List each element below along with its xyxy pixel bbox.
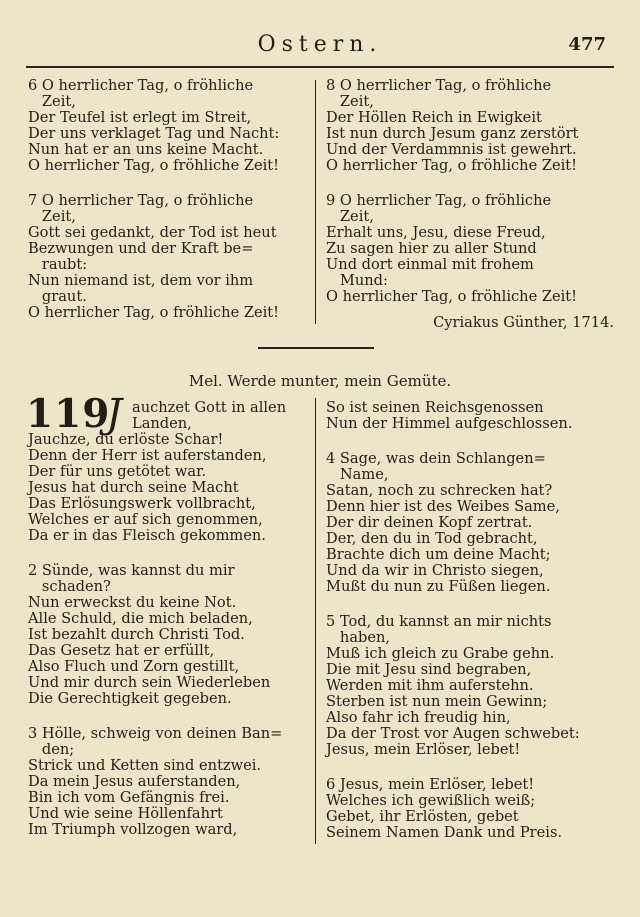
verse-line: Zeit, xyxy=(326,93,374,110)
verse-line: raubt: xyxy=(28,256,88,273)
verse-line: Mund: xyxy=(326,272,388,289)
section-separator xyxy=(258,347,374,349)
verse-line: O herrlicher Tag, o fröhliche Zeit! xyxy=(326,288,578,305)
author-credit: Cyriakus Günther, 1714. xyxy=(433,314,614,331)
stanza-gap xyxy=(28,174,279,193)
verse-line: Da der Trost vor Augen schwebet: xyxy=(326,725,580,742)
top-left-column xyxy=(28,78,279,321)
verse-line: 5 Tod, du kannst an mir nichts xyxy=(326,613,552,630)
verse-line: Gott sei gedankt, der Tod ist heut xyxy=(28,224,277,241)
page-header-title: Ostern. xyxy=(257,32,383,57)
verse-line: Und da wir in Christo siegen, xyxy=(326,562,544,579)
verse-line: Da mein Jesus auferstanden, xyxy=(28,773,241,790)
verse-line: Jesus hat durch seine Macht xyxy=(28,479,239,496)
column-divider-top xyxy=(315,80,316,324)
stanza-gap xyxy=(28,544,282,563)
stanza-gap xyxy=(326,432,580,451)
bottom-right-column xyxy=(326,400,580,841)
verse-line: Und mir durch sein Wiederleben xyxy=(28,674,271,691)
verse-line: Erhalt uns, Jesu, diese Freud, xyxy=(326,224,546,241)
verse-line: graut. xyxy=(28,288,87,305)
verse-line: Strick und Ketten sind entzwei. xyxy=(28,757,262,774)
verse-line: Der dir deinen Kopf zertrat. xyxy=(326,514,533,531)
verse-line: Ist bezahlt durch Christi Tod. xyxy=(28,626,245,643)
verse-line: auchzet Gott in allen xyxy=(132,399,287,416)
verse-line: Name, xyxy=(326,466,389,483)
verse-line: Seinem Namen Dank und Preis. xyxy=(326,824,563,841)
melody-line: Mel. Werde munter, mein Gemüte. xyxy=(188,372,452,390)
verse-line: Werden mit ihm auferstehn. xyxy=(326,677,534,694)
verse-line: Jauchze, du erlöste Schar! xyxy=(28,431,224,448)
verse-line: Und dort einmal mit frohem xyxy=(326,256,534,273)
page-number: 477 xyxy=(568,34,606,55)
stanza-gap xyxy=(326,174,578,193)
verse-line: Nun der Himmel aufgeschlossen. xyxy=(326,415,573,432)
verse-line: 2 Sünde, was kannst du mir xyxy=(28,562,235,579)
verse-line: Welches er auf sich genommen, xyxy=(28,511,263,528)
verse-line: Bin ich vom Gefängnis frei. xyxy=(28,789,230,806)
verse-line: Nun erweckst du keine Not. xyxy=(28,594,237,611)
verse-line: Zeit, xyxy=(326,208,374,225)
hymn-number: 119 xyxy=(26,391,111,437)
verse-line: Denn der Herr ist auferstanden, xyxy=(28,447,267,464)
verse-line: 7 O herrlicher Tag, o fröhliche xyxy=(28,192,254,209)
column-divider-bottom xyxy=(315,398,316,844)
verse-line: Denn hier ist des Weibes Same, xyxy=(326,498,560,515)
verse-line: O herrlicher Tag, o fröhliche Zeit! xyxy=(28,304,280,321)
verse-line: Nun hat er an uns keine Macht. xyxy=(28,141,264,158)
verse-line: Der uns verklaget Tag und Nacht: xyxy=(28,125,280,142)
verse-line: Nun niemand ist, dem vor ihm xyxy=(28,272,254,289)
verse-line: Die Gerechtigkeit gegeben. xyxy=(28,690,232,707)
verse-line: 4 Sage, was dein Schlangen= xyxy=(326,450,546,467)
verse-line: Jesus, mein Erlöser, lebet! xyxy=(326,741,521,758)
header-rule xyxy=(26,66,614,68)
verse-line: Muß ich gleich zu Grabe gehn. xyxy=(326,645,555,662)
verse-line: 6 Jesus, mein Erlöser, lebet! xyxy=(326,776,535,793)
verse-line: Und der Verdammnis ist gewehrt. xyxy=(326,141,577,158)
stanza-gap xyxy=(326,758,580,777)
verse-line: Mußt du nun zu Füßen liegen. xyxy=(326,578,551,595)
verse-line: Und wie seine Höllenfahrt xyxy=(28,805,223,822)
drop-cap: J xyxy=(106,391,123,437)
verse-line: Also Fluch und Zorn gestillt, xyxy=(28,658,240,675)
verse-line: Da er in das Fleisch gekommen. xyxy=(28,527,266,544)
stanza-gap xyxy=(28,707,282,726)
verse-line: Die mit Jesu sind begraben, xyxy=(326,661,532,678)
verse-line: 3 Hölle, schweig von deinen Ban= xyxy=(28,725,283,742)
verse-line: O herrlicher Tag, o fröhliche Zeit! xyxy=(326,157,578,174)
verse-line: Sterben ist nun mein Gewinn; xyxy=(326,693,548,710)
verse-line: Das Erlösungswerk vollbracht, xyxy=(28,495,256,512)
verse-line: Zu sagen hier zu aller Stund xyxy=(326,240,537,257)
verse-line: Zeit, xyxy=(28,208,76,225)
verse-line: Im Triumph vollzogen ward, xyxy=(28,821,238,838)
verse-line: Satan, noch zu schrecken hat? xyxy=(326,482,553,499)
verse-line: Zeit, xyxy=(28,93,76,110)
verse-line: Alle Schuld, die mich beladen, xyxy=(28,610,253,627)
verse-line: haben, xyxy=(326,629,391,646)
verse-line: Landen, xyxy=(132,415,192,432)
verse-line: Also fahr ich freudig hin, xyxy=(326,709,511,726)
verse-line: den; xyxy=(28,741,75,758)
first-line-block xyxy=(132,400,286,432)
verse-line: 6 O herrlicher Tag, o fröhliche xyxy=(28,77,254,94)
verse-line: 8 O herrlicher Tag, o fröhliche xyxy=(326,77,552,94)
verse-line: Der für uns getötet war. xyxy=(28,463,207,480)
verse-line: Bezwungen und der Kraft be= xyxy=(28,240,254,257)
verse-line: Ist nun durch Jesum ganz zerstört xyxy=(326,125,579,142)
verse-line: schaden? xyxy=(28,578,111,595)
top-right-column xyxy=(326,78,578,305)
verse-line: Das Gesetz hat er erfüllt, xyxy=(28,642,215,659)
verse-line: Der Teufel ist erlegt im Streit, xyxy=(28,109,252,126)
stanza-gap xyxy=(326,595,580,614)
verse-line: O herrlicher Tag, o fröhliche Zeit! xyxy=(28,157,280,174)
verse-line: Welches ich gewißlich weiß; xyxy=(326,792,536,809)
verse-line: Brachte dich um deine Macht; xyxy=(326,546,551,563)
verse-line: So ist seinen Reichsgenossen xyxy=(326,399,544,416)
verse-line: Der, den du in Tod gebracht, xyxy=(326,530,538,547)
verse-line: Gebet, ihr Erlösten, gebet xyxy=(326,808,519,825)
verse-line: Der Höllen Reich in Ewigkeit xyxy=(326,109,542,126)
verse-line: 9 O herrlicher Tag, o fröhliche xyxy=(326,192,552,209)
bottom-left-column xyxy=(28,432,282,838)
